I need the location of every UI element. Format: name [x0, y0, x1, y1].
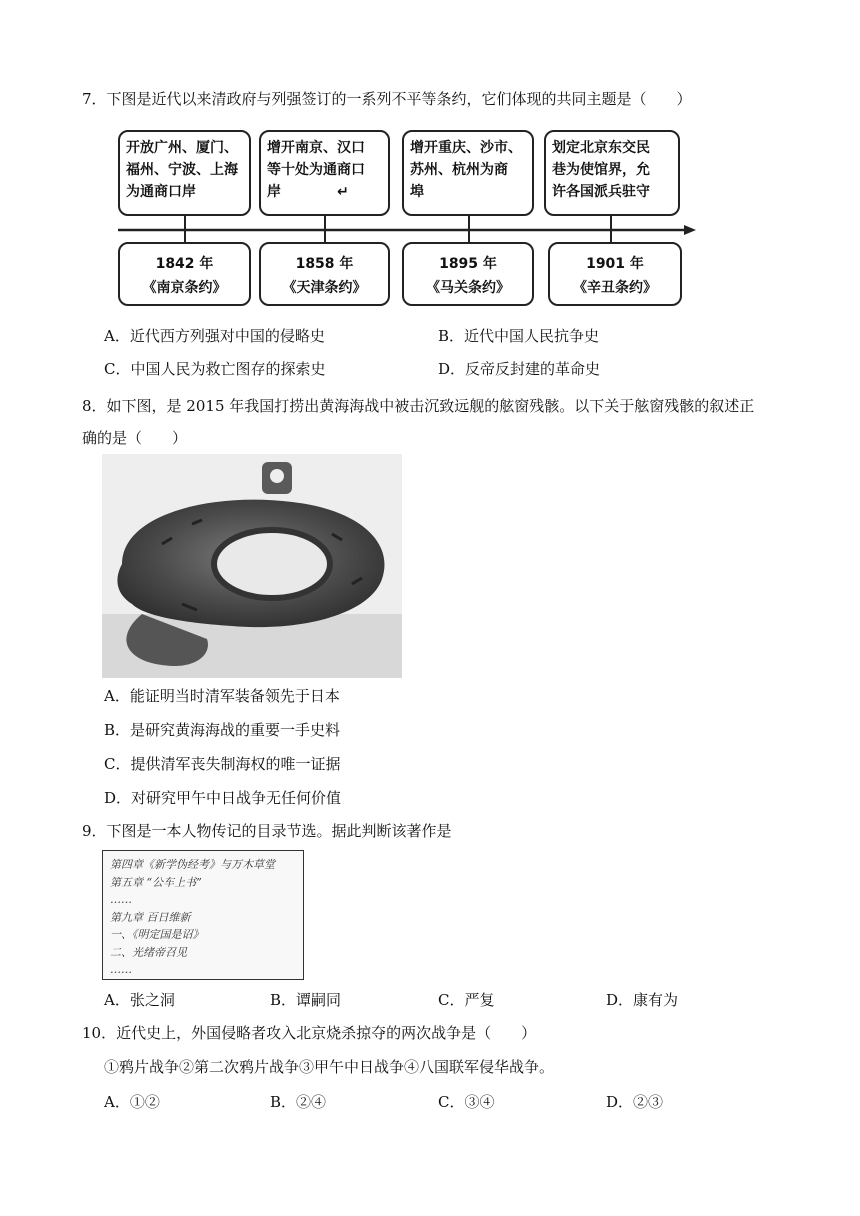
porthole-wreck-image [102, 454, 402, 678]
q9-option-a[interactable]: A．张之洞 [104, 991, 175, 1009]
q8-option-d[interactable]: D．对研究甲午中日战争无任何价值 [104, 789, 342, 807]
question-7-stem: 7．下图是近代以来清政府与列强签订的一系列不平等条约，它们体现的共同主题是（ ） [82, 90, 692, 108]
timeline-event-1895 [402, 130, 534, 216]
event-text-line: 开放广州、厦门、 [126, 140, 238, 156]
timeline-connector [184, 216, 186, 242]
timeline-event-1842 [118, 130, 251, 216]
q10-option-b[interactable]: B．②④ [270, 1093, 327, 1111]
event-text-line: 巷为使馆界，允 [552, 162, 650, 178]
treaty-name: 《天津条约》 [282, 280, 367, 296]
toc-line: 一、《明定国是诏》 [110, 928, 204, 941]
biography-toc-figure [102, 850, 304, 980]
question-8-stem-cont: 确的是（ ） [82, 429, 188, 447]
timeline-connector [468, 216, 470, 242]
treaty-year: 1901 年 [586, 256, 644, 272]
timeline-treaty-1842 [118, 242, 251, 306]
timeline-treaty-1901 [548, 242, 682, 306]
timeline-connector [324, 216, 326, 242]
event-text-line: 增开南京、汉口 [267, 140, 365, 156]
timeline-event-1901 [544, 130, 680, 216]
q8-option-c[interactable]: C．提供清军丧失制海权的唯一证据 [104, 755, 341, 773]
event-text-line: 许各国派兵驻守 [552, 184, 650, 200]
q8-option-b[interactable]: B．是研究黄海海战的重要一手史料 [104, 721, 341, 739]
treaty-year: 1842 年 [155, 256, 214, 272]
timeline-event-1858 [259, 130, 390, 216]
toc-line: 二、光绪帝召见 [110, 945, 187, 959]
toc-line: 第四章《新学伪经考》与万木草堂 [110, 858, 275, 871]
q10-option-d[interactable]: D．②③ [606, 1093, 664, 1111]
q9-option-c[interactable]: C．严复 [438, 991, 495, 1009]
q9-option-b[interactable]: B．谭嗣同 [270, 991, 342, 1009]
question-10-stem: 10．近代史上，外国侵略者攻入北京烧杀掠夺的两次战争是（ ） [82, 1024, 537, 1042]
treaty-name: 《马关条约》 [426, 280, 510, 296]
q7-option-a[interactable]: A．近代西方列强对中国的侵略史 [104, 327, 325, 345]
q7-option-c[interactable]: C．中国人民为救亡图存的探索史 [104, 360, 326, 378]
event-text-line: 增开重庆、沙市、 [410, 140, 522, 156]
question-9-stem: 9．下图是一本人物传记的目录节选。据此判断该著作是 [82, 822, 452, 840]
q10-option-a[interactable]: A．①② [104, 1093, 160, 1111]
event-text-line: 岸 ↵ [267, 184, 349, 200]
q9-option-d[interactable]: D．康有为 [606, 991, 679, 1009]
event-text-line: 福州、宁波、上海 [126, 162, 238, 178]
question-8-stem: 8．如下图，是 2015 年我国打捞出黄海海战中被击沉致远舰的舷窗残骸。以下关于舷窗残骸的叙述正 [82, 397, 755, 415]
timeline-treaty-1895 [402, 242, 534, 306]
toc-line: 第九章 百日维新 [110, 910, 191, 924]
treaty-year: 1895 年 [439, 256, 497, 272]
q8-option-a[interactable]: A．能证明当时清军装备领先于日本 [104, 687, 340, 705]
q10-option-c[interactable]: C．③④ [438, 1093, 495, 1111]
porthole-wreck-photo [102, 454, 402, 678]
event-text-line: 划定北京东交民 [552, 140, 650, 156]
event-text-line: 等十处为通商口 [267, 162, 365, 178]
event-text-line: 埠 [410, 184, 424, 200]
toc-line: …… [110, 893, 132, 906]
treaty-year: 1858 年 [295, 256, 354, 272]
timeline-treaty-1858 [259, 242, 390, 306]
q7-option-d[interactable]: D．反帝反封建的革命史 [438, 360, 601, 378]
event-text-line: 苏州、杭州为商 [410, 162, 508, 178]
toc-line: …… [110, 963, 132, 976]
treaty-timeline-figure [112, 126, 702, 312]
treaty-name: 《辛丑条约》 [573, 280, 657, 296]
q7-option-b[interactable]: B．近代中国人民抗争史 [438, 327, 600, 345]
question-10-items: ①鸦片战争②第二次鸦片战争③甲午中日战争④八国联军侵华战争。 [104, 1058, 555, 1076]
treaty-name: 《南京条约》 [142, 280, 227, 296]
toc-line: 第五章 “公车上书” [110, 875, 202, 889]
event-text-line: 为通商口岸 [126, 184, 196, 200]
timeline-connector [610, 216, 612, 242]
